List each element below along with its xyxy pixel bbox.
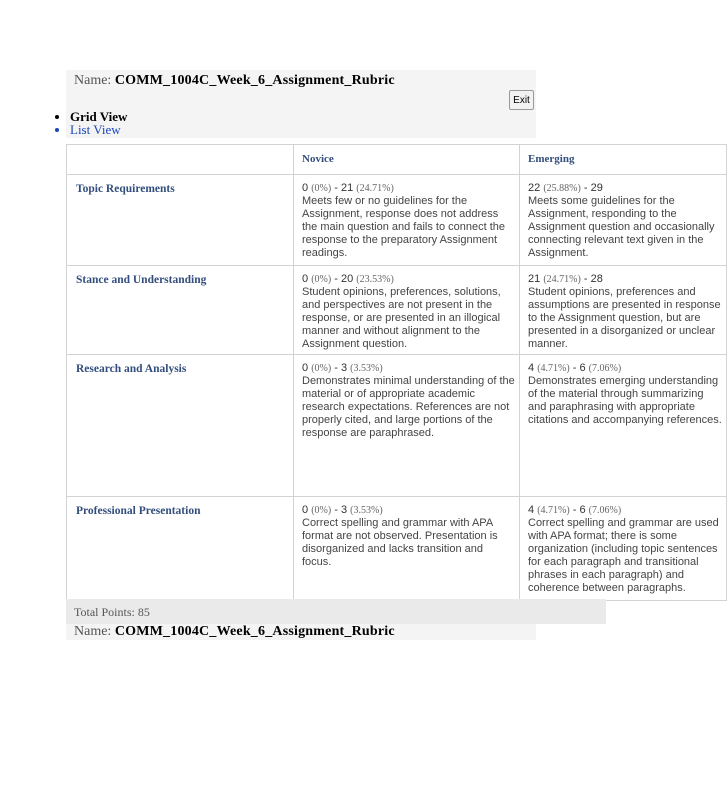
points-min: 22	[528, 182, 541, 194]
header-band	[66, 92, 536, 138]
rubric-grid	[66, 144, 722, 600]
rubric-name-header	[66, 70, 536, 92]
percent-max: (7.06%)	[588, 363, 622, 374]
rubric-cell	[294, 175, 520, 266]
range-separator: -	[334, 273, 338, 285]
percent-min: (0%)	[311, 363, 332, 374]
points-min: 4	[528, 362, 535, 374]
exit-button[interactable]: Exit	[509, 90, 534, 110]
total-points	[66, 599, 606, 624]
percent-min: (25.88%)	[543, 183, 581, 194]
cell-description: Student opinions, preferences, solutions, and perspectives are not present in the response, or are presented in an illogical manner and without alignment to the Assignment question.	[302, 286, 501, 350]
range-separator: -	[572, 362, 577, 374]
percent-max: (7.06%)	[588, 505, 622, 516]
range-separator: -	[334, 504, 338, 516]
percent-max: (3.53%)	[350, 363, 383, 374]
criterion-name: Topic Requirements	[67, 175, 294, 266]
range-separator: -	[583, 182, 588, 194]
points-min: 0	[302, 273, 309, 285]
points-max: 6	[579, 362, 586, 374]
total-label: Total Points:	[74, 605, 135, 619]
points-max: 3	[340, 362, 348, 374]
criterion-name: Professional Presentation	[67, 497, 294, 601]
rubric-table	[66, 144, 727, 601]
cell-description: Meets some guidelines for the Assignment, responding to the Assignment question and occasionally connecting relevant text given in the Assignment.	[528, 195, 715, 259]
percent-min: (4.71%)	[537, 505, 570, 516]
rubric-cell	[294, 266, 520, 355]
percent-max: (23.53%)	[356, 274, 394, 285]
percent-min: (0%)	[311, 183, 332, 194]
points-max: 21	[340, 182, 354, 194]
percent-min: (24.71%)	[543, 274, 581, 285]
points-min: 4	[528, 504, 535, 516]
table-row	[67, 266, 727, 355]
points-min: 21	[528, 273, 541, 285]
rubric-header-row	[67, 145, 727, 175]
table-row	[67, 175, 727, 266]
rubric-name: COMM_1004C_Week_6_Assignment_Rubric	[114, 624, 395, 639]
cell-description: Demonstrates emerging understanding of the material through summarizing and paraphrasing with appropriate citations and accompanying references.	[528, 375, 722, 426]
cell-description: Meets few or no guidelines for the Assignment, response does not address the main question and fails to connect the response to the preparatory Assignment readings.	[302, 195, 506, 259]
range-separator: -	[583, 273, 588, 285]
name-label: Name:	[74, 624, 112, 639]
criterion-header	[67, 145, 294, 175]
rubric-name-footer	[66, 624, 536, 640]
rubric-cell	[294, 355, 520, 497]
cell-description: Demonstrates minimal understanding of the material or of appropriate academic research expectations. References are not properly cited, and large portions of the response are paraphrased.	[302, 375, 515, 439]
range-separator: -	[572, 504, 577, 516]
grid-view-item: • Grid View	[70, 110, 127, 123]
table-row	[67, 355, 727, 497]
rubric-name: COMM_1004C_Week_6_Assignment_Rubric	[114, 73, 395, 88]
list-view-link[interactable]: • List View	[70, 123, 127, 136]
points-max: 20	[340, 273, 354, 285]
points-max: 28	[590, 273, 603, 285]
percent-max: (24.71%)	[356, 183, 394, 194]
cell-description: Student opinions, preferences and assumptions are presented in response to the Assignment question, but are presented in a disorganized or unclear manner.	[528, 286, 721, 350]
points-min: 0	[302, 504, 309, 516]
rubric-cell	[520, 266, 727, 355]
percent-min: (4.71%)	[537, 363, 570, 374]
cell-description: Correct spelling and grammar are used with APA format; there is some organization (including topic sentences for each paragraph and transitional phrases in each paragraph) and coherence between paragraphs.	[528, 517, 719, 594]
level-header-novice: Novice	[294, 145, 520, 175]
points-max: 3	[340, 504, 348, 516]
view-switcher	[52, 110, 127, 136]
name-label: Name:	[74, 73, 112, 88]
range-separator: -	[334, 182, 338, 194]
criterion-name: Stance and Understanding	[67, 266, 294, 355]
cell-description: Correct spelling and grammar with APA format are not observed. Presentation is disorganized and lacks transition and focus.	[302, 517, 498, 568]
rubric-cell	[520, 175, 727, 266]
percent-max: (3.53%)	[350, 505, 383, 516]
criterion-name: Research and Analysis	[67, 355, 294, 497]
range-separator: -	[334, 362, 338, 374]
points-min: 0	[302, 182, 309, 194]
points-min: 0	[302, 362, 309, 374]
percent-min: (0%)	[311, 505, 332, 516]
points-max: 29	[590, 182, 603, 194]
table-row	[67, 497, 727, 601]
total-value: 85	[137, 605, 150, 619]
points-max: 6	[579, 504, 586, 516]
level-header-emerging: Emerging	[520, 145, 727, 175]
rubric-cell	[294, 497, 520, 601]
percent-min: (0%)	[311, 274, 332, 285]
rubric-cell	[520, 497, 727, 601]
rubric-cell	[520, 355, 727, 497]
